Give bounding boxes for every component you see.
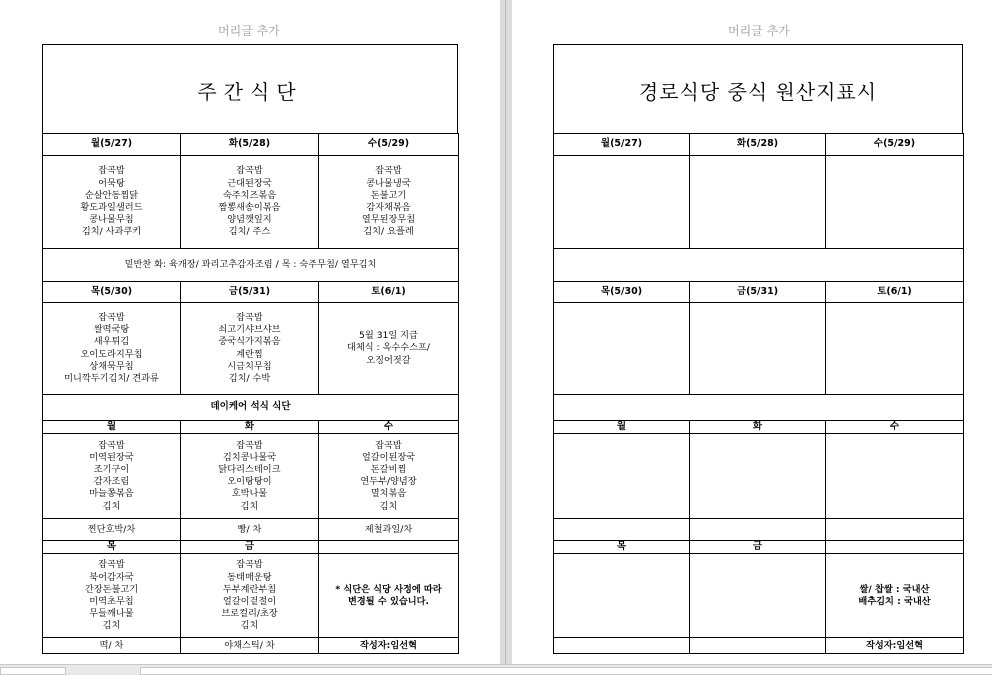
menu-item: 김치	[240, 620, 259, 632]
day-header: 수(5/29)	[319, 134, 459, 156]
menu-item: 동태매운탕	[227, 571, 272, 583]
menu-item: 무들깨나물	[89, 608, 134, 620]
snack-cell: 야채스틱/ 차	[181, 638, 319, 654]
table-row	[43, 395, 459, 421]
table-row	[43, 282, 459, 303]
menu-item: 황도과일샐러드	[80, 202, 143, 213]
empty-cell	[554, 434, 690, 519]
day-header: 화	[690, 421, 826, 434]
empty-cell	[554, 249, 964, 282]
table-row	[554, 282, 964, 303]
menu-item: 5월 31일 지급	[359, 330, 418, 342]
menu-item: 김치콩나물국	[222, 451, 277, 463]
day-header: 목	[554, 541, 690, 554]
table-row	[43, 249, 459, 282]
day-header: 화(5/28)	[181, 134, 319, 156]
menu-cell	[181, 434, 319, 519]
table-row	[554, 638, 964, 654]
day-header: 화	[181, 421, 319, 434]
menu-item: 상채묵무침	[89, 360, 134, 372]
day-header: 목(5/30)	[554, 282, 690, 303]
menu-item: 미니깍두기김치/ 견과류	[64, 372, 159, 384]
menu-item: 미역된장국	[89, 451, 134, 463]
day-header: 목	[43, 541, 181, 554]
menu-item: 감자채볶음	[366, 202, 411, 213]
menu-item: 양념깻잎지	[227, 214, 272, 226]
day-header: 금(5/31)	[690, 282, 826, 303]
title-box	[42, 44, 458, 134]
table-row	[554, 421, 964, 434]
menu-item: 숙주치즈볶음	[222, 189, 277, 201]
day-header: 금	[181, 541, 319, 554]
origin-line: 배추김치 : 국내산	[858, 595, 931, 607]
table-row	[554, 554, 964, 638]
table-row	[43, 434, 459, 519]
menu-item: 쇠고기샤브샤브	[218, 324, 281, 336]
menu-item: 새우튀김	[93, 336, 130, 348]
weekly-menu-table	[42, 133, 459, 654]
menu-cell	[319, 303, 459, 395]
menu-item: 김치	[102, 500, 121, 512]
menu-item: 계란찜	[236, 348, 263, 360]
day-header: 월	[43, 421, 181, 434]
menu-item: 돈갈비찜	[370, 464, 407, 475]
menu-item: 잡곡밥	[98, 311, 125, 323]
note-line: 변경될 수 있습니다.	[348, 595, 429, 607]
snack-cell: 제철과일/차	[319, 519, 459, 541]
empty-cell	[690, 519, 826, 541]
empty-cell	[690, 434, 826, 519]
day-header: 월(5/27)	[554, 134, 690, 156]
note-line: * 식단은 식당 사정에 따라	[335, 583, 442, 595]
origin-info	[826, 554, 964, 638]
menu-item: 잡곡밥	[375, 165, 402, 177]
table-row	[43, 519, 459, 541]
menu-change-note	[319, 554, 459, 638]
menu-item: 김치	[102, 620, 121, 632]
menu-item: 김치/ 주스	[228, 226, 271, 238]
table-row	[43, 541, 459, 554]
snack-cell: 찐단호박/차	[43, 519, 181, 541]
menu-item: 근대된장국	[227, 177, 272, 189]
empty-cell	[690, 638, 826, 654]
day-header: 수	[319, 421, 459, 434]
table-row	[554, 303, 964, 395]
table-row	[554, 519, 964, 541]
menu-item: 잡곡밥	[236, 439, 263, 451]
snack-cell: 빵/ 차	[181, 519, 319, 541]
empty-cell	[826, 303, 964, 395]
side-dish-note: 밑반찬 화: 육개장/ 꽈리고추감자조림 / 목 : 숙주무침/ 열무김치	[43, 249, 459, 282]
empty-cell	[554, 303, 690, 395]
menu-item: 콩나물무침	[89, 214, 134, 226]
menu-item: 얼갈이된장국	[361, 451, 416, 463]
empty-cell	[690, 303, 826, 395]
menu-item: 호박나물	[231, 488, 268, 500]
scrollbar-thumb[interactable]	[140, 667, 992, 675]
origin-line: 쌀/ 찹쌀 : 국내산	[859, 583, 930, 595]
empty-cell	[554, 519, 690, 541]
menu-item: 김치	[240, 500, 259, 512]
menu-item: 순살안동찜닭	[84, 189, 139, 201]
menu-item: 조기구이	[93, 464, 130, 475]
day-header: 금(5/31)	[181, 282, 319, 303]
day-header: 월(5/27)	[43, 134, 181, 156]
header-placeholder[interactable]: 머리글 추가	[218, 24, 280, 38]
day-header: 수	[826, 421, 964, 434]
menu-cell	[181, 303, 319, 395]
menu-item: 잡곡밥	[236, 311, 263, 323]
empty-cell	[826, 156, 964, 249]
menu-item: 두부계란부침	[222, 583, 277, 595]
menu-item: 잡곡밥	[236, 165, 263, 177]
menu-item: 시금치무침	[227, 360, 272, 372]
table-row	[43, 156, 459, 249]
menu-cell	[181, 554, 319, 638]
day-header: 화(5/28)	[690, 134, 826, 156]
menu-item: 마늘쫑볶음	[89, 488, 134, 500]
table-row	[554, 395, 964, 421]
day-header: 월	[554, 421, 690, 434]
author-cell: 작성자:임선혁	[826, 638, 964, 654]
empty-cell	[826, 519, 964, 541]
table-row	[43, 421, 459, 434]
table-row	[43, 303, 459, 395]
menu-cell	[43, 303, 181, 395]
menu-item: 돈불고기	[370, 189, 407, 201]
menu-item: 김치/ 수박	[228, 372, 271, 384]
menu-item: 쌀떡국탕	[93, 324, 130, 336]
title-box	[553, 44, 963, 134]
header-placeholder[interactable]: 머리글 추가	[728, 24, 790, 38]
menu-item: 열무된장무침	[361, 214, 416, 226]
day-header: 수(5/29)	[826, 134, 964, 156]
empty-cell	[690, 156, 826, 249]
empty-cell	[690, 554, 826, 638]
menu-item: 대체식 : 옥수수스프/	[346, 342, 431, 354]
empty-cell	[554, 156, 690, 249]
menu-cell	[43, 434, 181, 519]
menu-item: 김치/ 사과쿠키	[81, 226, 142, 238]
menu-item: 미역초무침	[89, 595, 134, 607]
menu-item: 김치	[379, 500, 398, 512]
table-row	[554, 434, 964, 519]
menu-item: 오징어젓갈	[366, 354, 411, 366]
menu-item: 오이도라지무침	[80, 348, 143, 360]
table-row	[554, 156, 964, 249]
document-page-right	[512, 0, 992, 672]
page-title: 경로식당 중식 원산지표시	[638, 80, 878, 104]
menu-item: 북어감자국	[89, 571, 134, 583]
menu-item: 얼갈이겉절이	[222, 595, 277, 607]
menu-item: 잡곡밥	[98, 559, 125, 571]
day-header: 금	[690, 541, 826, 554]
menu-item: 잡곡밥	[236, 559, 263, 571]
menu-item: 멸치볶음	[370, 488, 407, 500]
menu-cell	[43, 554, 181, 638]
table-row	[554, 541, 964, 554]
menu-item: 감자조림	[93, 476, 130, 488]
origin-table	[553, 133, 964, 654]
menu-cell	[319, 434, 459, 519]
page-gap	[500, 0, 512, 672]
table-row	[554, 249, 964, 282]
table-row	[554, 134, 964, 156]
menu-item: 김치/ 요플레	[363, 226, 414, 238]
menu-item: 닭다리스테이크	[218, 464, 281, 475]
day-header	[319, 541, 459, 554]
menu-item: 잡곡밥	[375, 439, 402, 451]
menu-item: 콩나물냉국	[366, 177, 411, 189]
table-row	[43, 638, 459, 654]
day-header: 토(6/1)	[319, 282, 459, 303]
snack-cell: 떡/ 차	[43, 638, 181, 654]
menu-item: 잡곡밥	[98, 165, 125, 177]
menu-item: 중국식가지볶음	[218, 336, 281, 348]
table-row	[43, 134, 459, 156]
menu-item: 오이탕탕이	[227, 476, 272, 488]
menu-item: 간장돈불고기	[84, 583, 139, 595]
empty-cell	[554, 395, 964, 421]
daycare-title: 데이케어 석식 식단	[43, 395, 459, 421]
empty-cell	[554, 638, 690, 654]
table-row	[43, 554, 459, 638]
menu-item: 짬뽕새송이볶음	[218, 202, 281, 213]
day-header: 토(6/1)	[826, 282, 964, 303]
empty-cell	[826, 434, 964, 519]
menu-item: 잡곡밥	[98, 439, 125, 451]
menu-cell	[43, 156, 181, 249]
menu-item: 어묵탕	[98, 177, 125, 189]
day-header: 목(5/30)	[43, 282, 181, 303]
page-gap-line	[505, 0, 506, 672]
scrollbar-track-left[interactable]	[0, 667, 66, 675]
day-header	[826, 541, 964, 554]
author-cell: 작성자:임선혁	[319, 638, 459, 654]
page-title: 주간식단	[197, 80, 303, 104]
menu-cell	[181, 156, 319, 249]
empty-cell	[554, 554, 690, 638]
menu-item: 브로컬리/초장	[221, 608, 278, 620]
menu-item: 연두부/양념장	[360, 476, 417, 488]
menu-cell	[319, 156, 459, 249]
